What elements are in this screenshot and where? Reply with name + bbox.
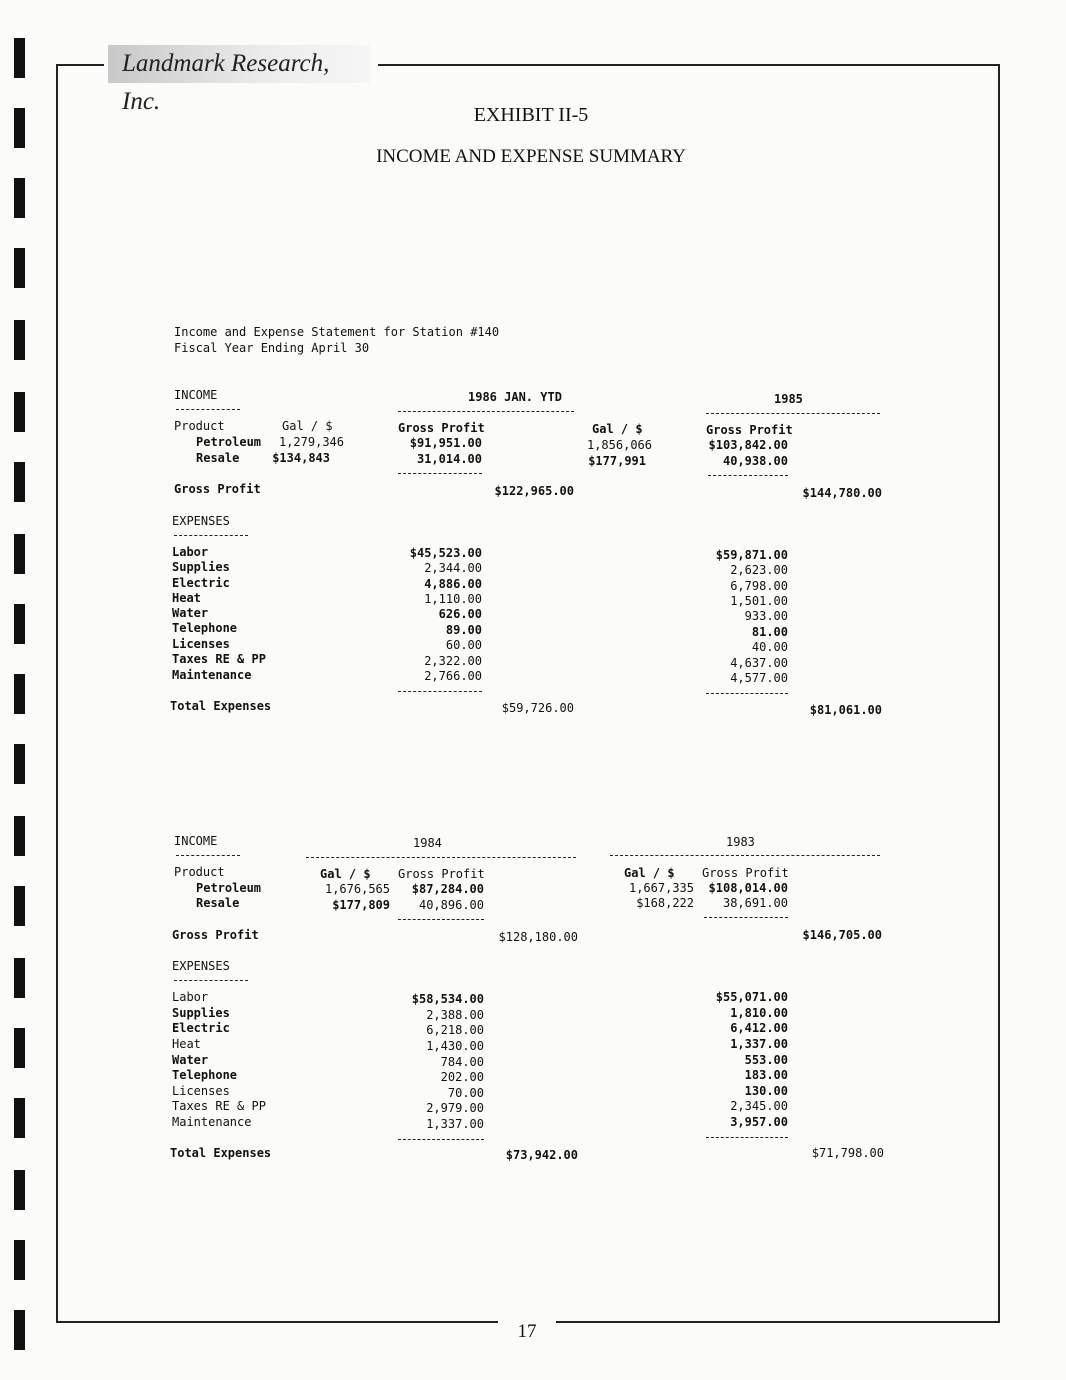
- expense-value: $58,534.00: [411, 992, 484, 1006]
- period-1986-label: 1986 JAN. YTD: [468, 390, 562, 404]
- expense-label: Heat: [172, 1037, 201, 1051]
- expense-value: 70.00: [447, 1086, 484, 1100]
- expense-value: 2,766.00: [424, 669, 482, 683]
- petroleum-label: Petroleum: [196, 881, 262, 895]
- resale-label: Resale: [196, 896, 240, 910]
- expense-value: 183.00: [744, 1068, 788, 1082]
- expense-value: 553.00: [744, 1053, 788, 1067]
- expense-value: 1,337.00: [426, 1117, 484, 1131]
- expense-value: 2,979.00: [426, 1101, 484, 1115]
- expense-label: Supplies: [172, 1006, 230, 1020]
- product-label: Product: [174, 865, 225, 879]
- resale-dollar: $168,222: [636, 896, 694, 910]
- expense-label: Maintenance: [172, 1115, 252, 1129]
- gal-dollar-header: Gal / $: [592, 422, 643, 436]
- gross-profit-header: Gross Profit: [706, 423, 793, 437]
- resale-gross-profit: 31,014.00: [416, 452, 482, 466]
- expense-value: $55,071.00: [715, 990, 788, 1004]
- statement-line-2: Fiscal Year Ending April 30: [174, 341, 370, 355]
- expense-value: 60.00: [445, 638, 482, 652]
- gal-dollar-header: Gal / $: [282, 419, 333, 433]
- expense-value: 4,886.00: [424, 577, 482, 591]
- total-expenses-value: $81,061.00: [809, 703, 882, 717]
- expense-value: 1,430.00: [426, 1039, 484, 1053]
- resale-dollar: $177,809: [332, 898, 390, 912]
- resale-dollar: $177,991: [588, 454, 646, 468]
- gross-profit-label: Gross Profit: [172, 928, 259, 942]
- expense-label: Taxes RE & PP: [172, 1099, 266, 1113]
- summary-title: INCOME AND EXPENSE SUMMARY: [376, 146, 686, 167]
- expense-label: Water: [172, 606, 209, 620]
- expense-label: Labor: [172, 545, 209, 559]
- expense-label: Telephone: [172, 1068, 238, 1082]
- petroleum-gal: 1,279,346: [278, 435, 344, 449]
- resale-gross-profit: 38,691.00: [722, 896, 788, 910]
- total-expenses-value: $73,942.00: [505, 1148, 578, 1162]
- expense-value: 2,388.00: [426, 1008, 484, 1022]
- expense-value: 2,345.00: [730, 1099, 788, 1113]
- expense-label: Supplies: [172, 560, 230, 574]
- exhibit-title: EXHIBIT II-5: [473, 104, 589, 126]
- expense-label: Heat: [172, 591, 201, 605]
- expense-value: 2,623.00: [730, 563, 788, 577]
- resale-dollar: $134,843: [272, 451, 330, 465]
- gross-profit-header: Gross Profit: [398, 867, 485, 881]
- gross-profit-label: Gross Profit: [174, 482, 261, 496]
- expense-label: Maintenance: [172, 668, 252, 682]
- expense-value: 202.00: [440, 1070, 484, 1084]
- expense-value: 4,577.00: [730, 671, 788, 685]
- gal-dollar-header: Gal / $: [624, 866, 675, 880]
- petroleum-gal: 1,856,066: [586, 438, 652, 452]
- page-number: 17: [517, 1321, 537, 1342]
- resale-label: Resale: [196, 451, 240, 465]
- gross-profit-total: $122,965.00: [494, 484, 574, 498]
- period-1985-label: 1985: [774, 392, 803, 406]
- expense-value: 6,412.00: [730, 1021, 788, 1035]
- expenses-heading: EXPENSES: [172, 514, 230, 528]
- total-expenses-value: $71,798.00: [811, 1146, 884, 1160]
- expense-value: 4,637.00: [730, 656, 788, 670]
- petroleum-gross-profit: $91,951.00: [409, 436, 482, 450]
- expense-value: 40.00: [751, 640, 788, 654]
- resale-gross-profit: 40,938.00: [722, 454, 788, 468]
- expense-label: Taxes RE & PP: [172, 652, 266, 666]
- gross-profit-total: $128,180.00: [498, 930, 578, 944]
- total-expenses-value: $59,726.00: [501, 701, 574, 715]
- income-heading: INCOME: [174, 388, 218, 402]
- expense-value: 1,110.00: [424, 592, 482, 606]
- expense-label: Telephone: [172, 621, 238, 635]
- expense-value: 3,957.00: [730, 1115, 788, 1129]
- expense-value: 89.00: [445, 623, 482, 637]
- expense-label: Licenses: [172, 637, 230, 651]
- expense-value: 784.00: [440, 1055, 484, 1069]
- expense-value: 626.00: [438, 607, 482, 621]
- gal-dollar-header: Gal / $: [320, 867, 371, 881]
- gross-profit-header: Gross Profit: [398, 421, 485, 435]
- expense-label: Water: [172, 1053, 209, 1067]
- petroleum-label: Petroleum: [196, 435, 262, 449]
- petroleum-gal: 1,676,565: [324, 882, 390, 896]
- expense-value: 1,501.00: [730, 594, 788, 608]
- gross-profit-total: $144,780.00: [802, 486, 882, 500]
- income-heading: INCOME: [174, 834, 218, 848]
- expense-value: 2,344.00: [424, 561, 482, 575]
- petroleum-gross-profit: $87,284.00: [411, 882, 484, 896]
- gross-profit-total: $146,705.00: [802, 928, 882, 942]
- expense-value: $59,871.00: [715, 548, 788, 562]
- petroleum-gal: 1,667,335: [628, 881, 694, 895]
- gross-profit-header: Gross Profit: [702, 866, 789, 880]
- expense-value: $45,523.00: [409, 546, 482, 560]
- product-label: Product: [174, 419, 225, 433]
- statement-line-1: Income and Expense Statement for Station #140: [174, 325, 500, 339]
- expense-value: 130.00: [744, 1084, 788, 1098]
- total-expenses-label: Total Expenses: [170, 699, 272, 713]
- expense-label: Licenses: [172, 1084, 230, 1098]
- petroleum-gross-profit: $108,014.00: [708, 881, 788, 895]
- expense-value: 6,798.00: [730, 579, 788, 593]
- expense-value: 6,218.00: [426, 1023, 484, 1037]
- resale-gross-profit: 40,896.00: [418, 898, 484, 912]
- expense-value: 933.00: [744, 609, 788, 623]
- period-1983-label: 1983: [726, 835, 755, 849]
- expense-value: 2,322.00: [424, 654, 482, 668]
- total-expenses-label: Total Expenses: [170, 1146, 272, 1160]
- period-1984-label: 1984: [413, 836, 442, 850]
- expenses-heading: EXPENSES: [172, 959, 230, 973]
- expense-value: 81.00: [751, 625, 788, 639]
- company-logo: Landmark Research, Inc.: [108, 45, 370, 83]
- expense-label: Electric: [172, 576, 230, 590]
- expense-label: Electric: [172, 1021, 230, 1035]
- expense-label: Labor: [172, 990, 209, 1004]
- expense-value: 1,810.00: [730, 1006, 788, 1020]
- expense-value: 1,337.00: [730, 1037, 788, 1051]
- petroleum-gross-profit: $103,842.00: [708, 438, 788, 452]
